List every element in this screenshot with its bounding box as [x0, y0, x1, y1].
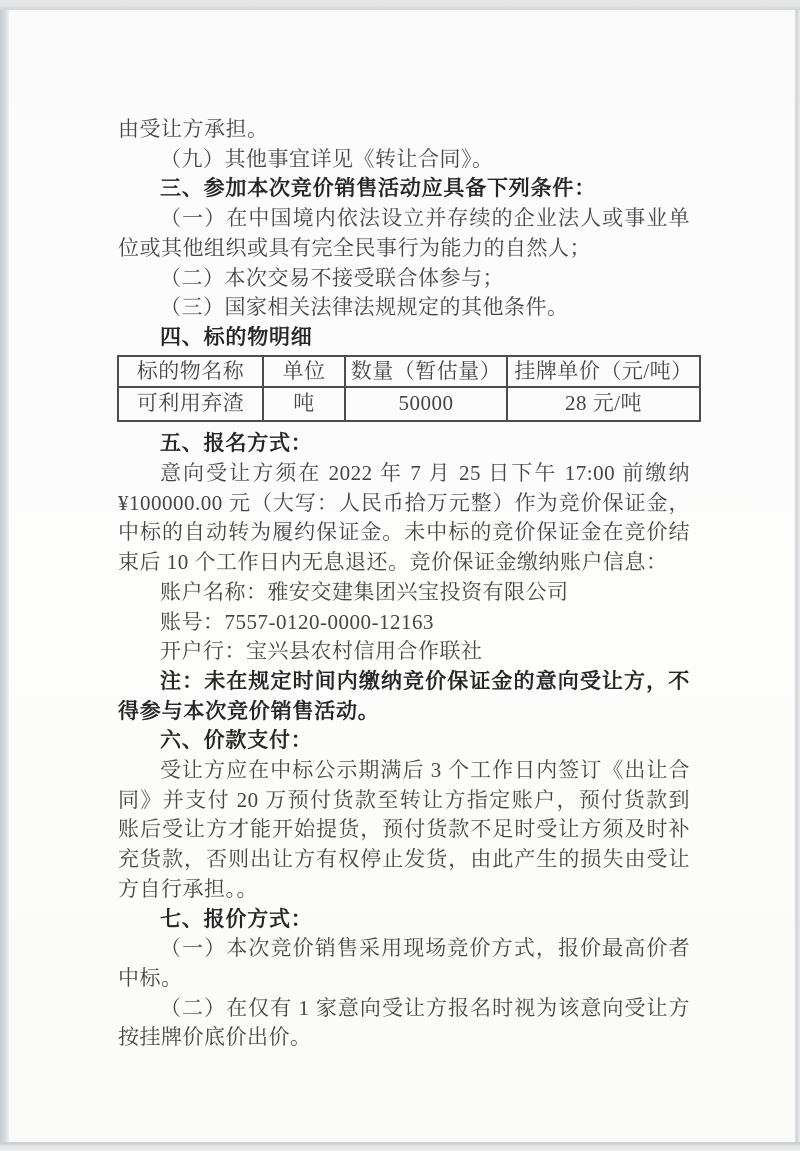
text-line: （一）本次竞价销售采用现场竞价方式，报价最高价者: [160, 936, 690, 961]
table-header-cell: 挂牌单价（元/吨）: [507, 356, 700, 388]
table-row: [118, 387, 700, 421]
table-cell: 28 元/吨: [507, 387, 700, 421]
text-line: （二）本次交易不接受联合体参与；: [160, 265, 504, 290]
text-line: 同》并支付 20 万预付货款至转让方指定账户，预付货款到: [118, 787, 690, 812]
account-number-line: 账号：7557-0120-0000-12163: [160, 609, 434, 634]
table-cell: 吨: [263, 387, 345, 421]
text-line: 意向受让方须在 2022 年 7 月 25 日下午 17:00 前缴纳: [160, 461, 690, 486]
text-line: 中标。: [118, 965, 183, 990]
text-line: （二）在仅有 1 家意向受让方报名时视为该意向受让方: [160, 995, 690, 1020]
document-body: [118, 115, 693, 1053]
note-line: 注：未在规定时间内缴纳竞价保证金的意向受让方，不: [160, 669, 690, 693]
photo-edge-right: [794, 10, 800, 1142]
text-line: （九）其他事宜详见《转让合同》。: [160, 146, 494, 171]
table-cell: 可利用弃渣: [118, 387, 263, 421]
text-line: 受让方应在中标公示期满后 3 个工作日内签订《出让合: [160, 758, 690, 783]
subject-matter-table: [117, 355, 701, 423]
section-heading-7: 七、报价方式：: [160, 907, 313, 931]
table-header-cell: 标的物名称: [118, 356, 263, 388]
text-line: 按挂牌价底价出价。: [118, 1025, 312, 1050]
table-cell: 50000: [345, 387, 507, 421]
note-line: 得参与本次竞价销售活动。: [118, 699, 380, 723]
section-heading-5: 五、报名方式：: [160, 432, 313, 456]
text-line: 位或其他组织或具有完全民事行为能力的自然人；: [118, 235, 591, 260]
photo-edge-top: [0, 0, 800, 10]
section-heading-4: 四、标的物明细: [160, 325, 313, 349]
text-line: 中标的自动转为履约保证金。未中标的竞价保证金在竞价结: [118, 520, 690, 545]
text-line: 由受让方承担。: [118, 117, 269, 141]
photo-edge-left: [0, 10, 9, 1142]
table-header-cell: 单位: [263, 356, 345, 388]
text-line: （三）国家相关法律法规规定的其他条件。: [160, 295, 569, 320]
section-heading-6: 六、价款支付：: [160, 729, 313, 753]
photo-edge-bottom: [0, 1142, 800, 1151]
table-header-cell: 数量（暂估量）: [345, 356, 507, 388]
text-line: 方自行承担。。: [118, 876, 258, 901]
text-line: ¥100000.00 元（大写：人民币拾万元整）作为竞价保证金，: [118, 490, 690, 515]
table-header-row: [118, 356, 700, 388]
account-name-line: 账户名称：雅安交建集团兴宝投资有限公司: [160, 579, 569, 604]
section-heading-3: 三、参加本次竞价销售活动应具备下列条件：: [160, 177, 596, 201]
text-line: 账后受让方才能开始提货，预付货款不足时受让方须及时补: [118, 817, 690, 842]
bank-line: 开户行：宝兴县农村信用合作联社: [160, 639, 483, 664]
text-line: （一）在中国境内依法设立并存续的企业法人或事业单: [160, 206, 690, 231]
text-line: 束后 10 个工作日内无息退还。竞价保证金缴纳账户信息：: [118, 550, 668, 575]
text-line: 充货款，否则出让方有权停止发货，由此产生的损失由受让: [118, 847, 690, 872]
